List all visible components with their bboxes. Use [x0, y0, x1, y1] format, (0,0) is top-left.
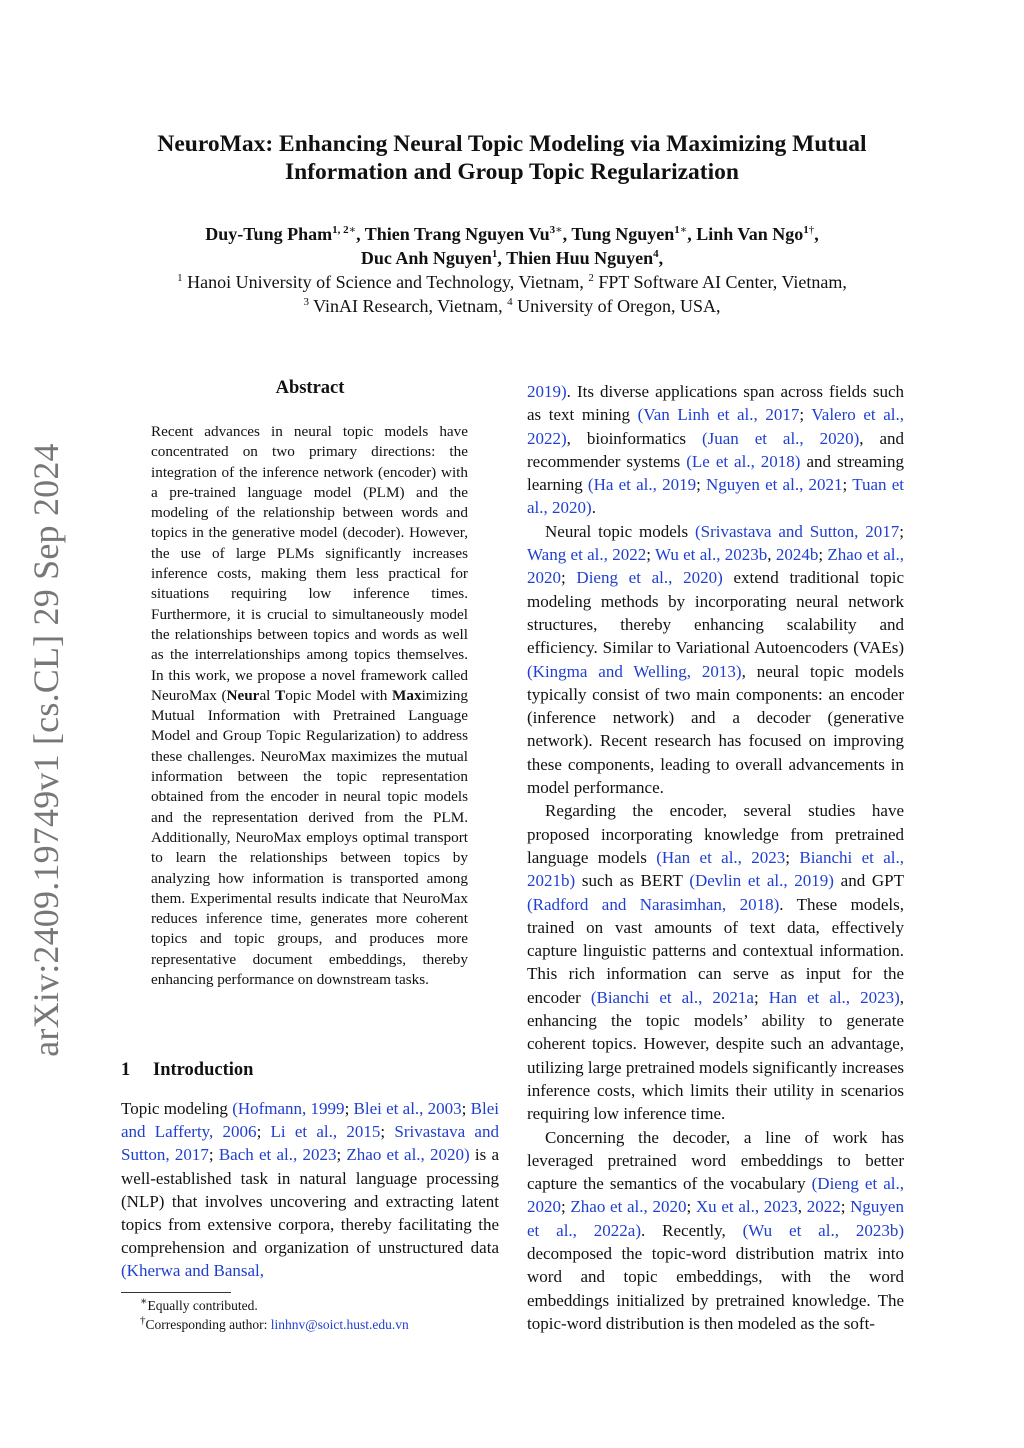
citation-link[interactable]: Bianchi et al., 2021b)	[527, 847, 904, 891]
body-text: ;	[646, 545, 655, 565]
abstract-text: Recent advances in neural topic models have concentrated on two primary directions: the integration of the inference network (encoder) with a pre-trained language model (PLM) and the modeling of the relationship between words and topics in the generative model (decoder). However, the use of large PLMs significantly increases inference costs, making them less practical for situations requiring low inference times. Furthermore, it is crucial to simultaneously model the relationships between topics and words as well as the interrelationships among topics themselves. In this work, we propose a novel framework called NeuroMax (	[151, 423, 468, 704]
author-name: Thien Trang Nguyen Vu	[364, 224, 550, 244]
footnote-text: Equally contributed.	[147, 1298, 258, 1313]
citation-link[interactable]: (Kherwa and Bansal,	[121, 1261, 265, 1281]
intro-paragraph	[527, 520, 904, 800]
affiliation-list	[80, 270, 944, 318]
body-text: and GPT	[833, 871, 904, 891]
email-link[interactable]: linhnv@soict.hust.edu.vn	[270, 1317, 409, 1332]
body-text: extend traditional topic modeling methods by incorporating neural network structures, thereby enhancing scalability and efficiency. Similar to Variational Autoencoders (VAEs)	[527, 568, 904, 658]
citation-link[interactable]: (Radford and Narasimhan, 2018)	[527, 894, 780, 914]
affiliation-text: VinAI Research, Vietnam,	[313, 296, 503, 316]
body-text: Concerning the decoder, a line of work has leveraged pretrained word embeddings to better capture the semantics of the vocabulary	[527, 1127, 904, 1194]
body-text: ;	[686, 1197, 696, 1217]
abstract-text: ) to address these challenges. NeuroMax maximizes the mutual information between the topic representation obtained from the encoder in neural topic models and the representation derived from the PLM. Additionally, NeuroMax employs optimal transport to learn the relationships between topics by analyzing how information is transported among them. Experimental results indicate that NeuroMax reduces inference time, generates more coherent topics and topic groups, and produces more representative document embeddings, thereby enhancing performance on downstream tasks.	[151, 727, 468, 989]
body-text: ;	[336, 1145, 347, 1165]
intro-paragraph	[527, 1126, 904, 1336]
citation-link[interactable]: Srivastava and Sutton, 2017	[121, 1122, 499, 1165]
footnote	[140, 1296, 500, 1315]
citation-link[interactable]: Han et al., 2023)	[768, 987, 900, 1007]
abstract-body	[151, 422, 468, 990]
affiliation-number: 1	[177, 272, 183, 284]
citation-link[interactable]: Bach et al., 2023	[218, 1145, 337, 1165]
citation-link[interactable]: Li et al., 2015	[270, 1122, 381, 1142]
body-text: , enhancing the topic models’ ability to generate coherent topics. However, despite such an advantage, utilizing large pretrained models significantly increases inference costs, which limits their utility in scenarios requiring low inference time.	[527, 987, 904, 1124]
author-affiliation-mark: 3	[549, 224, 556, 236]
citation-link[interactable]: Tuan et al., 2020)	[527, 475, 905, 518]
acronym-text: al	[259, 686, 276, 704]
citation-link[interactable]: Nguyen et al., 2022a)	[527, 1197, 904, 1240]
citation-link[interactable]: (Le et al., 2018)	[686, 451, 801, 471]
section-title: Introduction	[153, 1060, 254, 1080]
citation-link[interactable]: Wang et al., 2022	[527, 545, 647, 565]
citation-link[interactable]: (Bianchi et al., 2021a	[590, 987, 754, 1007]
body-text: is a well-established task in natural language processing (NLP) that involves uncovering and extracting latent topics from extensive corpora, thereby facilitating the comprehension and organization of unstructured data	[121, 1145, 500, 1258]
citation-link[interactable]: Zhao et al., 2020)	[346, 1145, 470, 1165]
citation-link[interactable]: (Wu et al., 2023b)	[742, 1220, 904, 1240]
body-text: ,	[797, 1197, 807, 1217]
body-text: , bioinformatics	[566, 428, 702, 448]
intro-right-column	[527, 380, 904, 1335]
body-text: decomposed the topic-word distribution matrix into word and topic embeddings, with the word embeddings initialized by pretrained knowledge. The topic-word distribution is then modeled as the soft-	[527, 1243, 904, 1333]
citation-link[interactable]: Dieng et al., 2020)	[576, 568, 723, 588]
body-text: ;	[818, 545, 828, 565]
author-affiliation-mark: 4	[653, 248, 659, 260]
affiliation-text: FPT Software AI Center, Vietnam,	[598, 272, 847, 292]
author-affiliation-mark: 1	[803, 224, 809, 236]
affiliation-text: University of Oregon, USA,	[517, 296, 721, 316]
intro-left-column	[121, 1097, 499, 1283]
author-affiliation-mark: 1	[491, 248, 498, 260]
author-affiliation-mark: 1, 2	[332, 224, 349, 236]
citation-link[interactable]: (Ha et al., 2019	[587, 475, 697, 495]
body-text: ;	[256, 1122, 271, 1142]
body-text: ,	[767, 545, 776, 565]
citation-link[interactable]: Xu et al., 2023	[695, 1197, 798, 1217]
footnote-divider	[121, 1292, 231, 1293]
citation-link[interactable]: (Devlin et al., 2019)	[689, 871, 834, 891]
citation-link[interactable]: (Dieng et al., 2020	[527, 1174, 905, 1217]
citation-link[interactable]: (Juan et al., 2020)	[701, 428, 860, 448]
acronym-letters: Max	[392, 686, 422, 704]
body-text: . Its diverse applications span across fields such as text mining	[527, 382, 904, 425]
body-text: and streaming learning	[527, 451, 904, 495]
abstract-heading: Abstract	[275, 378, 345, 398]
citation-link[interactable]: (Van Linh et al., 2017	[637, 405, 800, 425]
body-text: ;	[785, 847, 800, 867]
body-text: ;	[561, 568, 577, 588]
citation-link[interactable]: Valero et al., 2022)	[527, 405, 904, 448]
author-name: Duy-Tung Pham	[205, 224, 333, 244]
intro-paragraph	[527, 380, 904, 520]
body-text: ;	[696, 475, 707, 495]
intro-paragraph	[527, 799, 904, 1125]
author-name: Thien Huu Nguyen	[506, 248, 654, 268]
citation-link[interactable]: 2022	[806, 1197, 841, 1217]
author-affiliation-mark: 1	[674, 224, 680, 236]
citation-link[interactable]: Blei and Lafferty, 2006	[121, 1099, 499, 1142]
acronym-text: o	[285, 686, 293, 704]
footnote-mark: †	[140, 1314, 146, 1327]
intro-paragraph	[121, 1097, 499, 1283]
body-text: ;	[842, 475, 853, 495]
citation-link[interactable]: Blei et al., 2003	[353, 1099, 462, 1118]
affiliation-text: Hanoi University of Science and Technology, Vietnam,	[187, 272, 584, 292]
body-text: . Recently,	[641, 1220, 743, 1240]
citation-link[interactable]: Nguyen et al., 2021	[706, 475, 843, 495]
author-note-mark: ∗	[679, 224, 688, 236]
affiliation-number: 4	[507, 296, 513, 308]
section-heading-introduction	[121, 1060, 253, 1081]
footnote-text: Corresponding author:	[145, 1317, 271, 1332]
section-number: 1	[121, 1060, 131, 1080]
affiliation-number: 2	[588, 272, 594, 284]
acronym-text: imizing Mutual Information with Pretrained Language Model and Group Topic Regularization	[151, 686, 468, 745]
citation-link[interactable]: Zhao et al., 2020	[570, 1197, 687, 1217]
footnotes	[140, 1296, 500, 1334]
body-text: Topic modeling	[121, 1099, 233, 1118]
body-text: .	[591, 498, 596, 518]
body-text: ;	[840, 1197, 851, 1217]
acronym-text: pic Model with	[292, 686, 393, 704]
paper-title: NeuroMax: Enhancing Neural Topic Modeling via Maximizing Mutual Information and Group Topic Regularization	[157, 131, 867, 185]
author-name: Linh Van Ngo	[696, 224, 804, 244]
author-note-mark: †	[808, 224, 815, 236]
citation-link[interactable]: (Kingma and Welling, 2013)	[527, 661, 742, 681]
author-name: Duc Anh Nguyen	[360, 248, 492, 268]
citation-link[interactable]: 2019)	[527, 382, 567, 401]
author-name: Tung Nguyen	[571, 224, 675, 244]
author-list: Duy-Tung Pham$^{1, 2∗}$, Thien Trang Nguyen $Vu^{3∗}$, Tung Nguyen$^{1∗}$, Linh Van Ngo$^{1\dagger}$, Duc Anh Nguyen$^1$, Thien Huu Nguyen$^4$,	[205, 224, 819, 268]
footnote-mark: ∗	[140, 1295, 148, 1308]
citation-link[interactable]: 2024b	[775, 545, 819, 565]
body-text: ;	[753, 987, 769, 1007]
citation-link[interactable]: (Hofmann, 1999	[232, 1099, 345, 1118]
citation-link[interactable]: Wu et al., 2023b	[654, 545, 768, 565]
body-text: Regarding the encoder, several studies have proposed incorporating knowledge from pretrained language models	[527, 801, 904, 867]
acronym-letters: T	[275, 686, 286, 704]
body-text: ;	[208, 1145, 219, 1165]
acronym-letters: Neur	[226, 686, 260, 704]
body-text: ;	[461, 1099, 471, 1118]
body-text: , neural topic models typically consist of two main components: an encoder (inference network) and a decoder (generative network). Recent research has focused on improving these components, leading to overall advancements in model performance.	[527, 661, 904, 798]
body-text: ;	[799, 405, 812, 425]
citation-link[interactable]: Zhao et al., 2020	[527, 545, 904, 588]
arxiv-stamp: arXiv:2409.19749v1 [cs.CL] 29 Sep 2024	[26, 443, 66, 1057]
body-text: ;	[380, 1122, 395, 1142]
body-text: . These models, trained on vast amounts of text data, effectively capture linguistic patterns and contextual information. This rich information can serve as input for the encoder	[527, 894, 904, 1007]
body-text: , and recommender systems	[527, 428, 904, 471]
affiliation-number: 3	[303, 296, 309, 308]
body-text: ;	[899, 521, 904, 541]
footnote	[140, 1315, 500, 1334]
body-text: ;	[344, 1099, 354, 1118]
body-text: Neural topic models	[545, 521, 695, 541]
author-note-mark: ∗	[555, 224, 563, 236]
citation-link[interactable]: (Srivastava and Sutton, 2017	[694, 521, 900, 541]
body-text: ;	[561, 1197, 571, 1217]
author-note-mark: ∗	[348, 224, 357, 236]
citation-link[interactable]: (Han et al., 2023	[656, 847, 786, 867]
body-text: such as BERT	[575, 871, 690, 891]
